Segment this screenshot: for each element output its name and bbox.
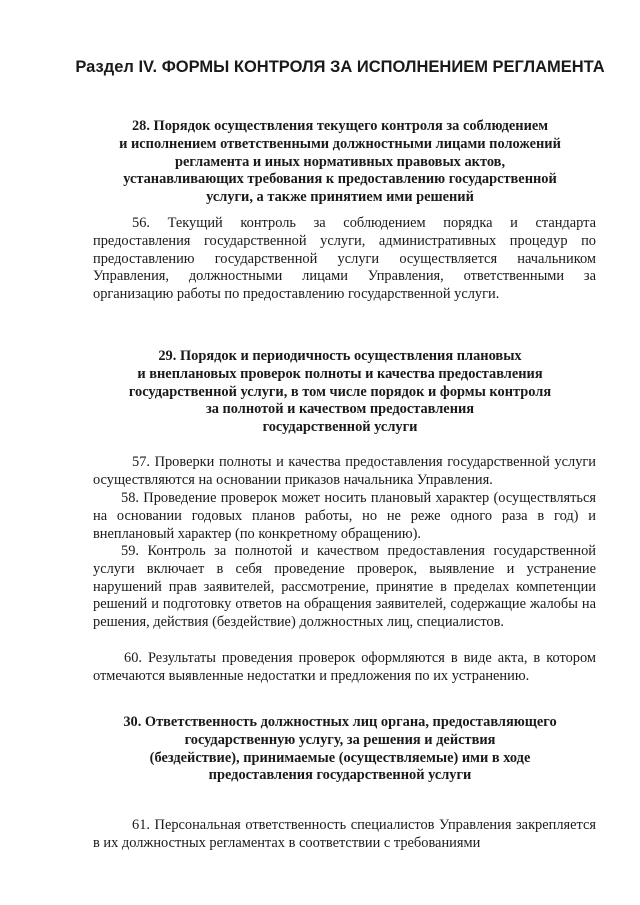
heading-29-line: 29. Порядок и периодичность осуществления плановых [158,348,522,364]
paragraph-56: 56. Текущий контроль за соблюдением порядка и стандарта предоставления государственной услуги, административных процедур по предоставлению государственной услуги осуществляется начальником Управления, должностными лицами Управления, ответственными за организацию работы по предоставлению государственной услуги. [93,215,596,303]
heading-28-line: и исполнением ответственными должностными лицами положений [119,135,561,152]
heading-29-line: государственной услуги [262,419,418,436]
heading-29 [80,348,600,437]
heading-28-line: регламента и иных нормативных правовых актов, [174,153,506,170]
heading-30-line: (бездействие), принимаемые (осуществляемые) ими в ходе [149,749,531,766]
paragraph-57: 57. Проверки полноты и качества предоставления государственной услуги осуществляются на основании приказов начальника Управления. [93,454,596,488]
heading-29-line: за полнотой и качеством предоставления [205,401,475,418]
heading-29-line: государственной услуги, в том числе порядок и формы контроля [128,383,552,400]
heading-28-line: устанавливающих требования к предоставлению государственной [123,171,557,188]
paragraph-61: 61. Персональная ответственность специалистов Управления закрепляется в их должностных регламентах в соответствии с требованиями [93,817,596,851]
paragraph-59: 59. Контроль за полнотой и качеством предоставления государственной услуги включает в себя проведение проверок, выявление и устранение нарушений прав заявителей, рассмотрение, принятие в пределах компетенции решений и подготовку ответов на обращения заявителей, содержащие жалобы на решения, действия (бездействие) должностных лиц, специалистов. [93,543,596,631]
heading-30-line: государственную услугу, за решения и действия [184,731,496,748]
heading-28-line: 28. Порядок осуществления текущего контроля за соблюдением [131,118,549,134]
paragraph-60: 60. Результаты проведения проверок оформляются в виде акта, в котором отмечаются выявленные недостатки и предложения по их устранению. [93,650,596,684]
heading-28-line: услуги, а также принятием ими решений [206,189,474,206]
heading-28 [80,118,600,207]
section-title: Раздел IV. ФОРМЫ КОНТРОЛЯ ЗА ИСПОЛНЕНИЕМ РЕГЛАМЕНТА [75,58,605,76]
paragraph-58: 58. Проведение проверок может носить плановый характер (осуществляться на основании годовых планов работы, но не реже одного раза в год) и внеплановый характер (по конкретному обращению). [93,490,596,542]
heading-30-line: предоставления государственной услуги [208,767,472,784]
heading-30-line: 30. Ответственность должностных лиц органа, предоставляющего [123,714,557,730]
heading-30 [80,714,600,785]
heading-29-line: и внеплановых проверок полноты и качества предоставления [137,365,543,382]
